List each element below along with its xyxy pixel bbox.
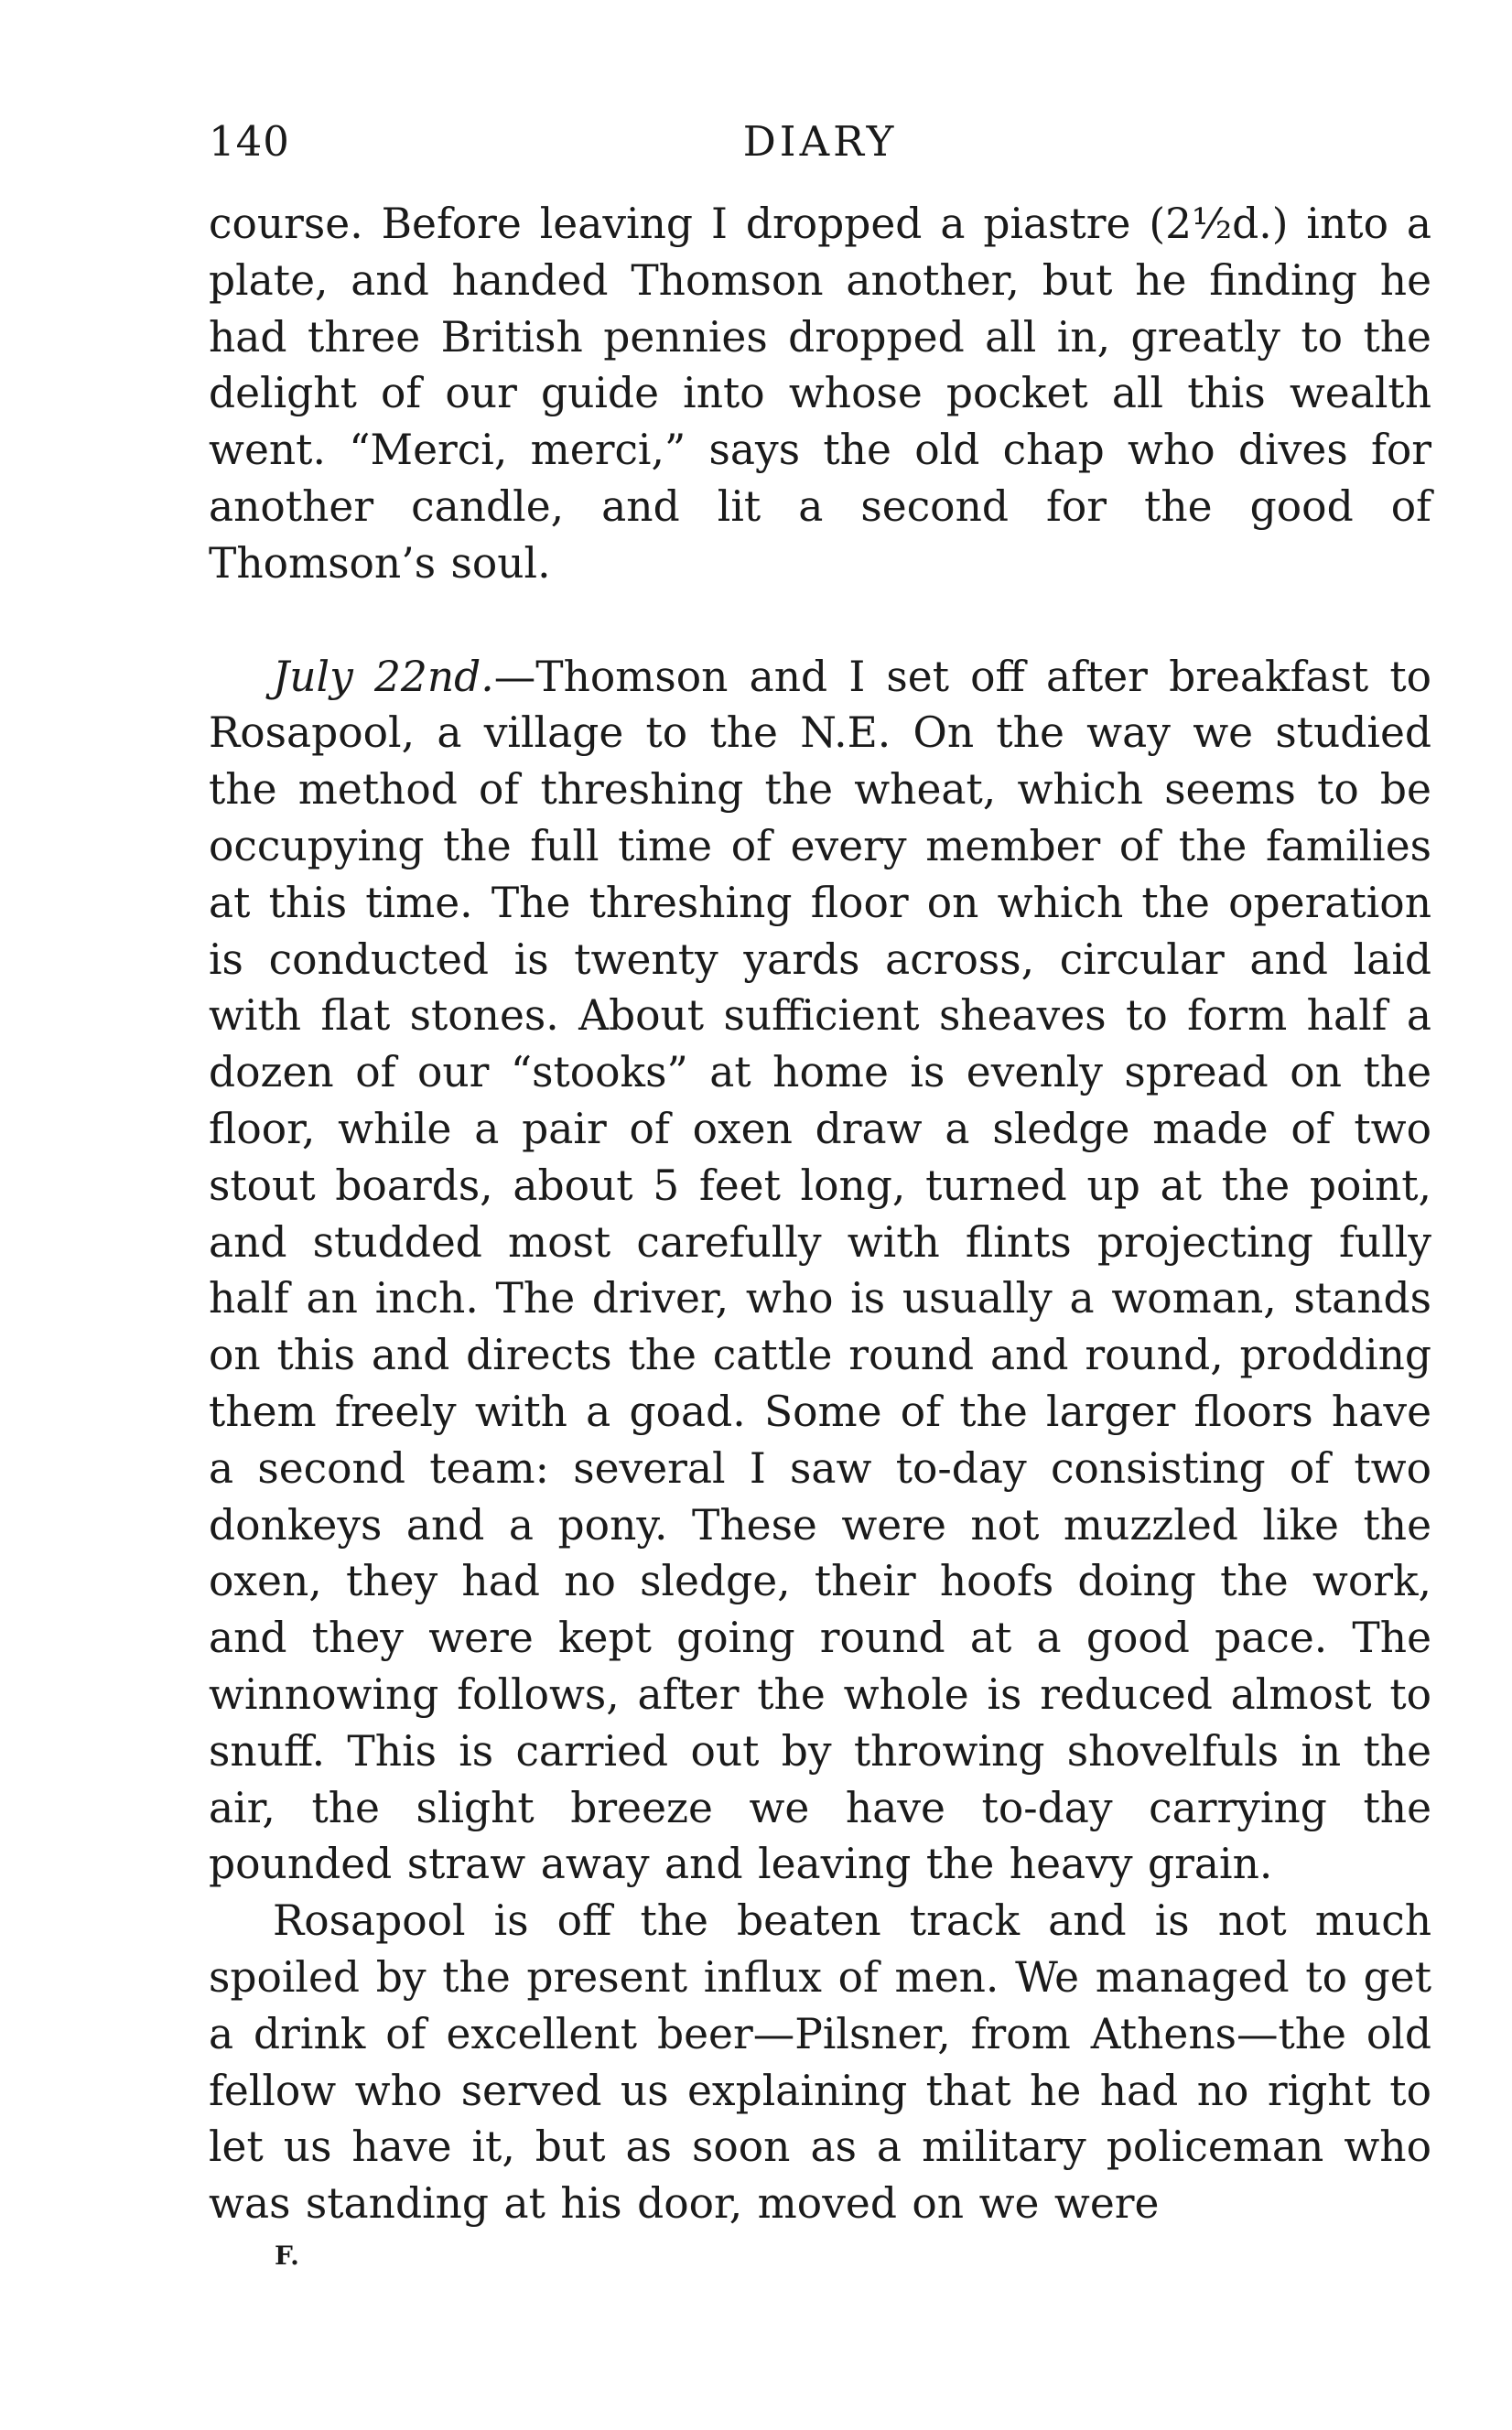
paragraph-rosapool: Rosapool is off the beaten track and is not much spoiled by the present influx of men. We managed to get a drink of excellent beer—Pilsner, from Athens—the old fellow who served us explaining that he had no right to let us have it, but as soon as a military policeman who was standing at his door, moved on we were [209, 1896, 1431, 2229]
paragraph-candle-offering: course. Before leaving I dropped a piastre (2½d.) into a plate, and handed Thomson another, but he finding he had three British pennies dropped all in, greatly to the delight of our guide into whose pocket all this wealth went. “Merci, merci,” says the old chap who dives for another candle, and lit a second for the good of Thomson’s soul. [209, 200, 1431, 588]
paragraph-july-22-text: —Thomson and I set off after breakfast to Rosapool, a village to the N.E. On the way we studied the method of threshing the wheat, which seems to be occupying the full time of every member of the families at this time. The threshing floor on which the operation is conducted is twenty yards across, circular and laid with flat stones. About sufficient sheaves to form half a dozen of our “stooks” at home is evenly spread on the floor, while a pair of oxen draw a sledge made of two stout boards, about 5 feet long, turned up at the point, and studded most carefully with flints projecting fully half an inch. The driver, who is usually a woman, stands on this and directs the cattle round and round, prodding them freely with a goad. Some of the larger floors have a second team: several I saw to-day consisting of two donkeys and a pony. These were not muzzled like the oxen, they had no sledge, their hoofs doing the work, and they were kept going round at a good pace. The winnowing follows, after the whole is reduced almost to snuff. This is carried out by throwing shovelfuls in the air, the slight breeze we have to-day carrying the pounded straw away and leaving the heavy grain. [209, 652, 1431, 1889]
running-head: DIARY [742, 117, 898, 166]
body-text [209, 196, 1431, 2232]
paragraph-gap [209, 592, 1431, 649]
paragraph-july-22 [209, 649, 1431, 1894]
page-number: 140 [209, 117, 290, 166]
printer-signature-mark: F. [275, 2241, 299, 2271]
page-header [209, 114, 1431, 169]
diary-date: July 22nd. [273, 652, 494, 701]
